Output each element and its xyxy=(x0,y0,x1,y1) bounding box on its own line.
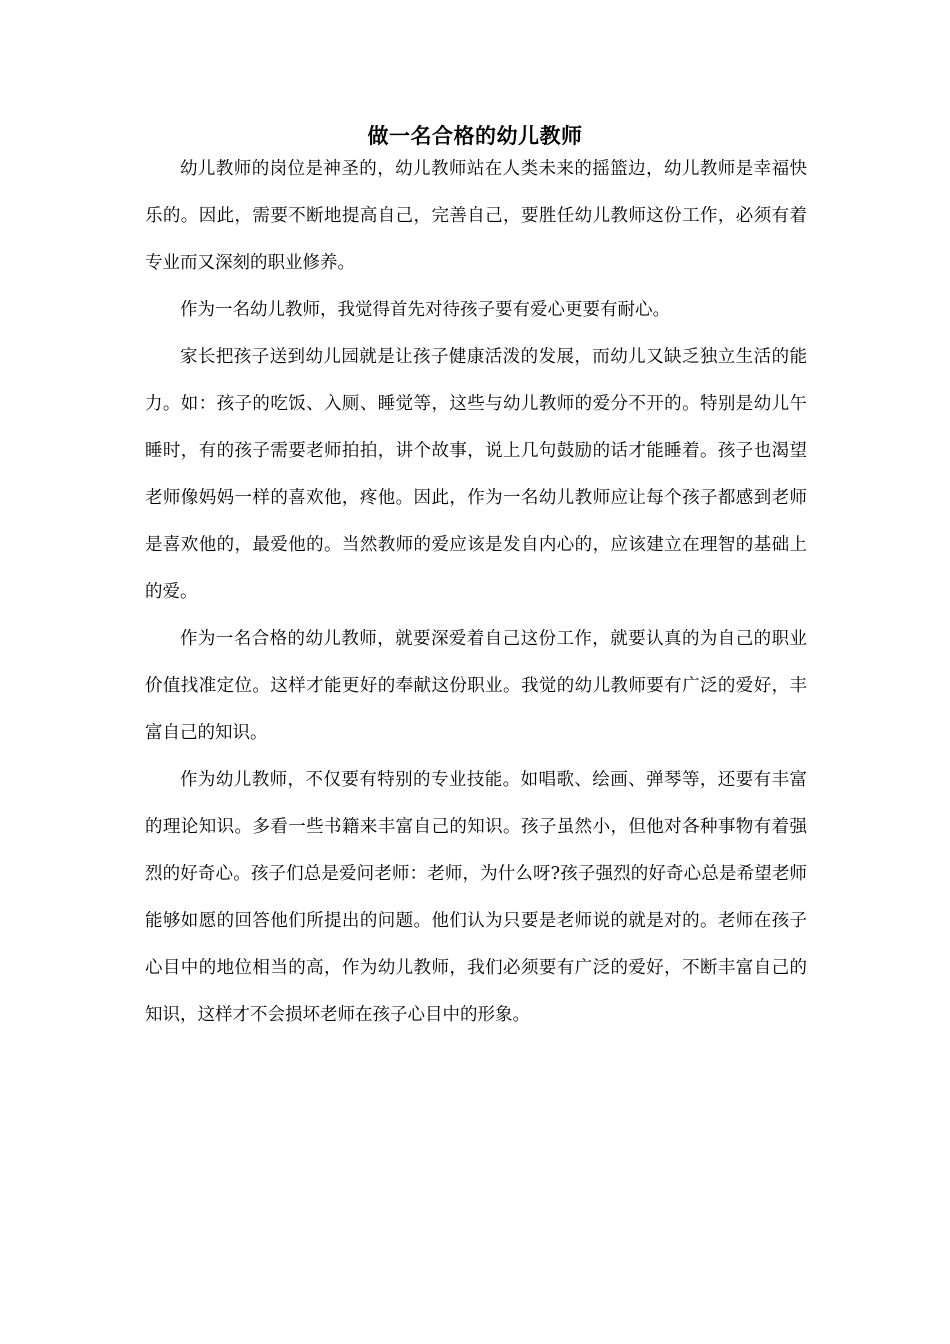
paragraph: 作为一名幼儿教师，我觉得首先对待孩子要有爱心更要有耐心。 xyxy=(180,300,670,320)
paragraph: 作为一名合格的幼儿教师，就要深爱着自己这份工作，就要认真的为自己的职业价值找准定位。这样才能更好的奉献这份职业。我觉的幼儿教师要有广泛的爱好，丰富自己的知识。 xyxy=(145,629,807,743)
paragraph: 幼儿教师的岗位是神圣的，幼儿教师站在人类未来的摇篮边，幼儿教师是幸福快乐的。因此，需要不断地提高自己，完善自己，要胜任幼儿教师这份工作，必须有着专业而又深刻的职业修养。 xyxy=(145,159,807,273)
paragraph: 作为幼儿教师，不仅要有特别的专业技能。如唱歌、绘画、弹琴等，还要有丰富的理论知识。多看一些书籍来丰富自己的知识。孩子虽然小，但他对各种事物有着强烈的好奇心。孩子们总是爱问老师：老师，为什么呀?孩子强烈的好奇心总是希望老师能够如愿的回答他们所提出的问题。他们认为只要是老师说的就是对的。老师在孩子心目中的地位相当的高，作为幼儿教师，我们必须要有广泛的爱好，不断丰富自己的知识，这样才不会损坏老师在孩子心目中的形象。 xyxy=(145,770,807,1025)
paragraph: 家长把孩子送到幼儿园就是让孩子健康活泼的发展，而幼儿又缺乏独立生活的能力。如：孩子的吃饭、入厕、睡觉等，这些与幼儿教师的爱分不开的。特别是幼儿午睡时，有的孩子需要老师拍拍，讲个故事，说上几句鼓励的话才能睡着。孩子也渴望老师像妈妈一样的喜欢他，疼他。因此，作为一名幼儿教师应让每个孩子都感到老师是喜欢他的，最爱他的。当然教师的爱应该是发自内心的，应该建立在理智的基础上的爱。 xyxy=(145,347,807,602)
document-body xyxy=(145,146,807,1039)
document-title: 做一名合格的幼儿教师 xyxy=(367,123,583,148)
